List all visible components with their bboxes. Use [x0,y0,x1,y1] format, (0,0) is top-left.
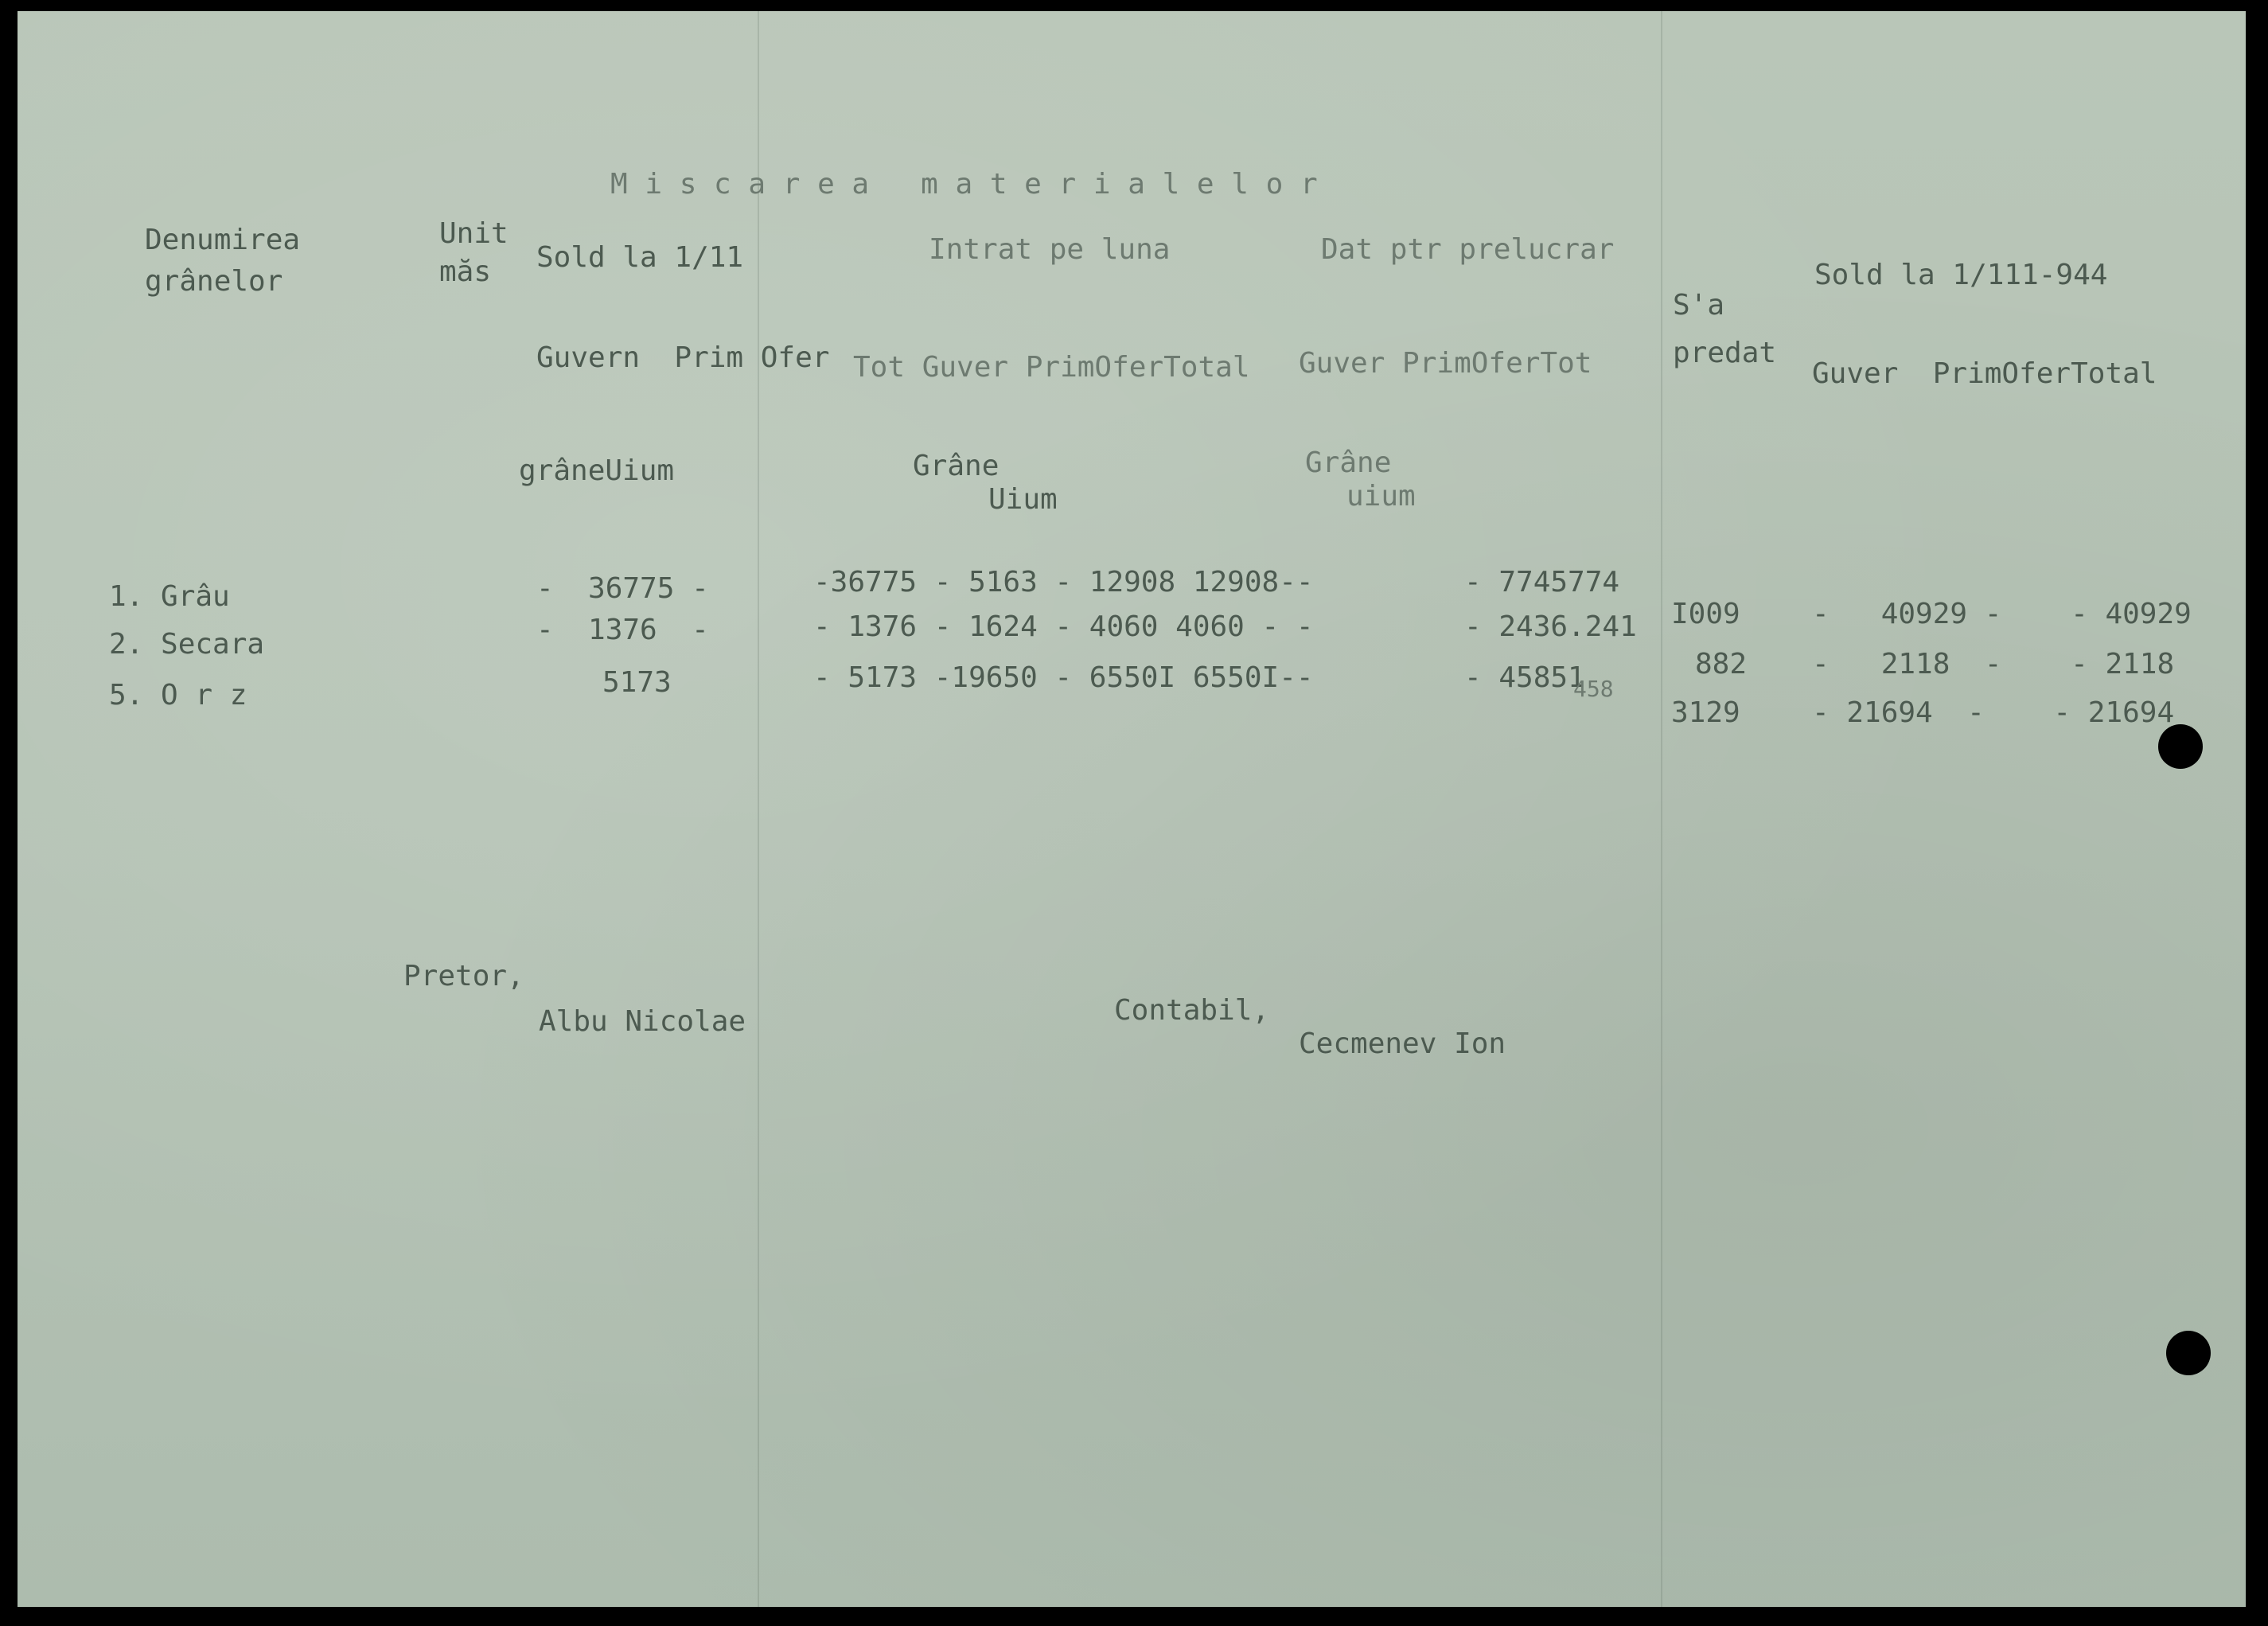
signature-pretor-label: Pretor, [403,960,524,992]
cell-intrat-dat: - 1376 - 1624 - 4060 4060 - - [813,610,1314,643]
header-dat: Dat ptr prelucrar [1321,233,1615,266]
cell-predat: 882 [1695,648,1748,680]
header-predat: predat [1673,337,1777,369]
signature-contabil-label: Contabil, [1114,994,1270,1027]
cell-sold-1: - 1376 - [536,614,709,646]
cell-intrat-dat: -36775 - 5163 - 12908 12908-- [813,566,1314,599]
cell-predat: 3129 [1671,696,1740,729]
header-mas: măs [439,255,492,288]
label-grane-uium-1: grâneUium [519,454,675,487]
cell-predat: I009 [1671,598,1740,630]
row-name: 1. Grâu [109,580,230,613]
header-denumirea: Denumirea [145,224,301,256]
fold-line [1661,11,1662,1607]
row-name: 5. O r z [109,679,247,712]
header-granelor: grânelor [145,265,283,298]
subheader-dat: Guver PrimOferTot [1299,347,1592,380]
label-uium-2: Uium [988,483,1058,516]
document-page [18,11,2246,1607]
label-uium-3: uium [1346,480,1416,513]
cell-sold-2: - 21694 - - 21694 [1812,696,2175,729]
punch-hole [2158,724,2203,769]
label-grane-3: Grâne [1305,446,1392,479]
cell-sold-2: - 40929 - - 40929 [1812,598,2192,630]
header-sa: S'a [1673,289,1725,322]
row-name: 2. Secara [109,628,265,661]
subheader-sold-2: Guver PrimOferTotal [1812,357,2157,390]
cell-dat-extra: - 7745774 [1464,566,1620,599]
document-title: M i s c a r e a m a t e r i a l e l o r [610,168,1318,201]
cell-sold-2: - 2118 - - 2118 [1812,648,2175,680]
label-grane-2: Grâne [913,450,1000,482]
cell-intrat-dat: - 5173 -19650 - 6550I 6550I-- [813,661,1314,694]
fold-line [758,11,759,1607]
subheader-intrat: Tot Guver PrimOferTotal [853,351,1250,384]
header-unit: Unit [439,217,509,250]
header-sold-1: Sold la 1/11 [536,241,744,274]
header-sold-2: Sold la 1/111-944 [1814,259,2108,291]
cell-sold-1: - 36775 - [536,572,709,605]
subheader-sold-1: Guvern Prim Ofer [536,341,830,374]
signature-contabil-name: Cecmenev Ion [1299,1027,1506,1060]
cell-sold-1: 5173 [602,666,672,699]
cell-dat-overflow: 458 [1573,676,1614,702]
signature-pretor-name: Albu Nicolae [539,1005,746,1038]
punch-hole [2166,1331,2211,1375]
cell-dat-extra: - 45851 [1464,661,1585,694]
cell-dat-extra: - 2436.241 [1464,610,1637,643]
header-intrat: Intrat pe luna [929,233,1171,266]
